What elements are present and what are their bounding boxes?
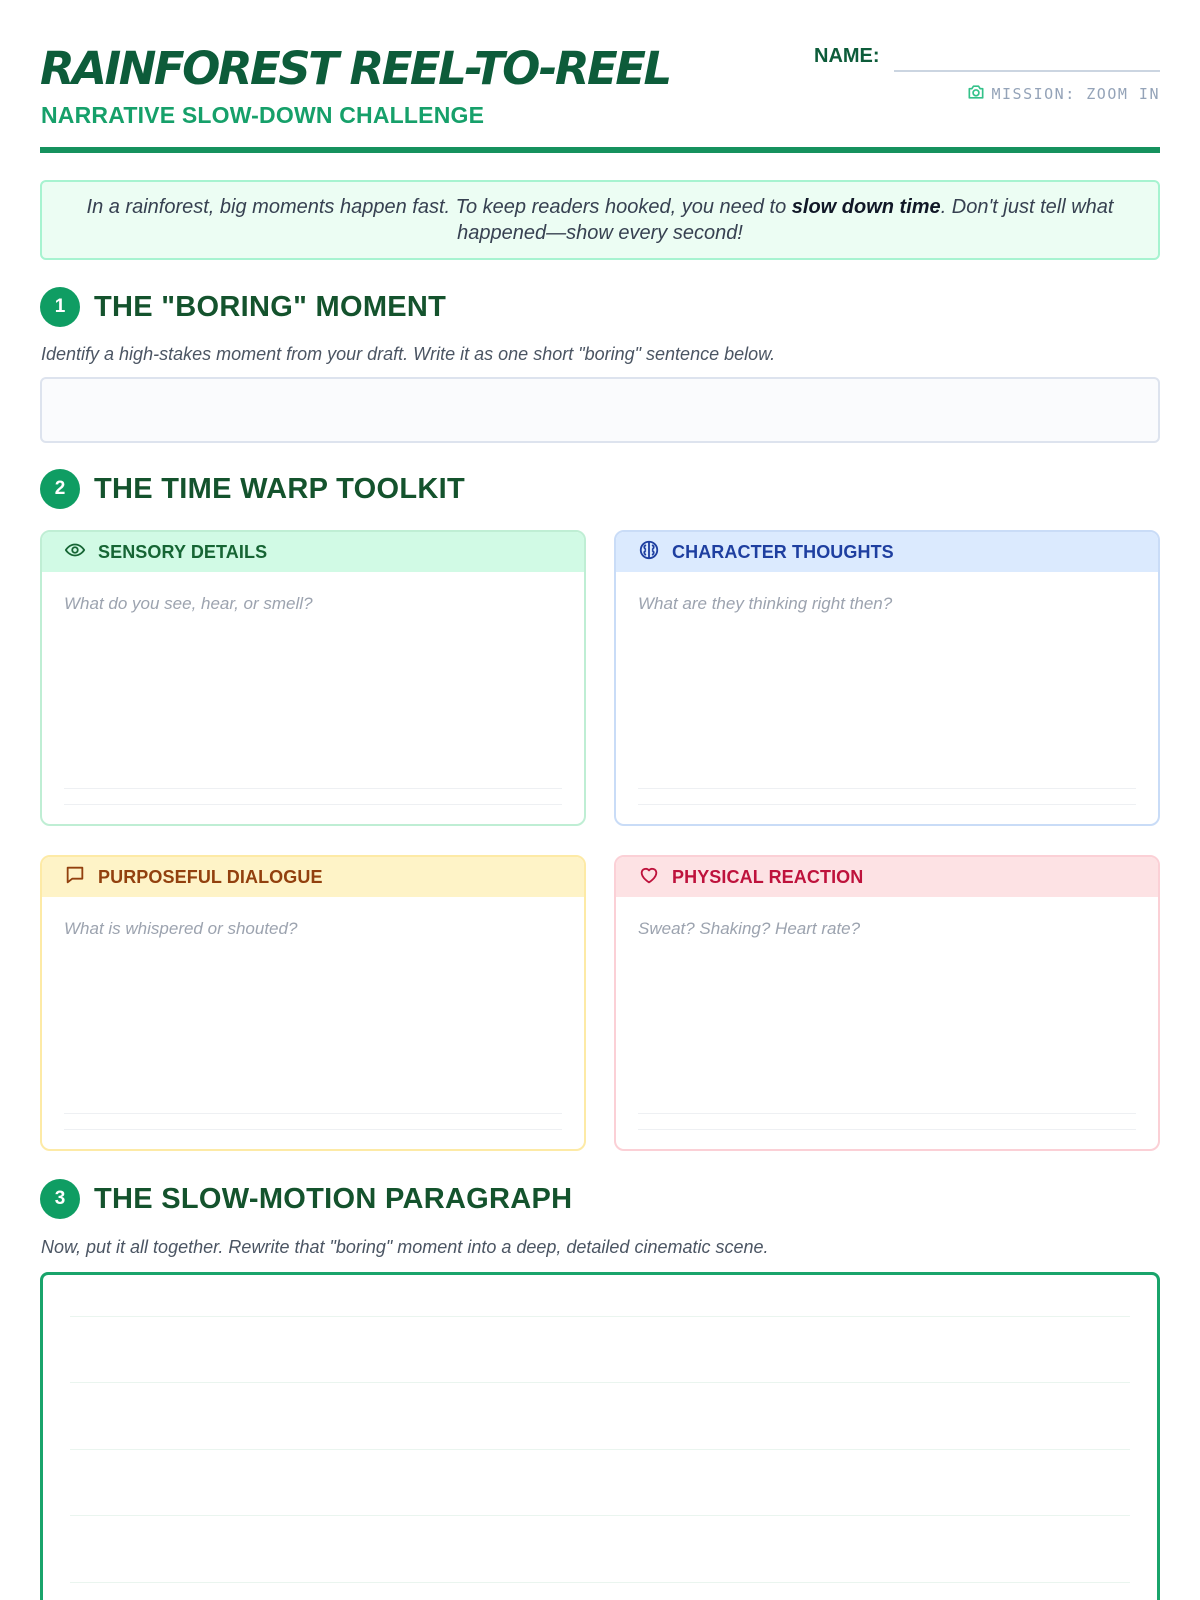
card-header <box>616 532 1158 572</box>
slow-motion-paragraph-box[interactable] <box>40 1272 1160 1600</box>
writing-line <box>638 1113 1136 1114</box>
writing-line <box>64 1129 562 1130</box>
writing-line <box>70 1449 1130 1450</box>
card-prompt: What do you see, hear, or smell? <box>64 594 313 613</box>
card-title: CHARACTER THOUGHTS <box>672 541 894 562</box>
writing-line <box>70 1382 1130 1383</box>
writing-line <box>64 1113 562 1114</box>
writing-line <box>64 788 562 789</box>
card-title: SENSORY DETAILS <box>98 541 268 562</box>
section-3-header <box>40 1179 572 1219</box>
writing-line <box>638 804 1136 805</box>
name-field[interactable] <box>894 70 1160 72</box>
physical-reaction-card[interactable] <box>614 855 1160 1151</box>
card-title: PHYSICAL REACTION <box>672 866 864 887</box>
worksheet-subtitle: NARRATIVE SLOW-DOWN CHALLENGE <box>41 102 485 128</box>
section-title: THE "BORING" MOMENT <box>94 290 447 323</box>
section-2-header <box>40 469 465 509</box>
writing-line <box>638 788 1136 789</box>
mission-label: MISSION: ZOOM IN <box>991 85 1160 103</box>
intro-emphasis: slow down time <box>791 196 941 218</box>
worksheet-title: RAINFOREST REEL-TO-REEL <box>40 42 670 95</box>
speech-bubble-icon <box>64 864 86 891</box>
card-header <box>42 532 584 572</box>
card-header <box>616 857 1158 897</box>
sensory-details-card[interactable] <box>40 530 586 826</box>
brain-icon <box>638 539 660 566</box>
section-1-instruction: Identify a high-stakes moment from your draft. Write it as one short "boring" sentence below. <box>41 344 776 364</box>
writing-line <box>70 1582 1130 1583</box>
card-prompt: What are they thinking right then? <box>638 594 893 613</box>
header-divider <box>40 147 1160 153</box>
section-number-badge: 2 <box>40 469 80 509</box>
writing-line <box>70 1515 1130 1516</box>
writing-line <box>64 804 562 805</box>
card-title: PURPOSEFUL DIALOGUE <box>98 866 323 887</box>
section-number-badge: 1 <box>40 287 80 327</box>
section-title: THE TIME WARP TOOLKIT <box>94 472 465 505</box>
intro-text: In a rainforest, big moments happen fast. To keep readers hooked, you need to slow down time. Don't just tell what happened—show every second! <box>86 196 1114 244</box>
card-prompt: What is whispered or shouted? <box>64 919 298 938</box>
card-prompt: Sweat? Shaking? Heart rate? <box>638 919 861 938</box>
boring-moment-input[interactable] <box>40 377 1160 443</box>
section-title: THE SLOW-MOTION PARAGRAPH <box>94 1182 573 1215</box>
writing-line <box>638 1129 1136 1130</box>
section-1-header <box>40 287 446 327</box>
heart-icon <box>638 864 660 891</box>
purposeful-dialogue-card[interactable] <box>40 855 586 1151</box>
card-header <box>42 857 584 897</box>
mission-tag <box>966 82 1161 106</box>
intro-box <box>40 180 1160 260</box>
camera-icon <box>966 82 986 106</box>
section-number-badge: 3 <box>40 1179 80 1219</box>
eye-icon <box>64 539 86 566</box>
section-3-instruction: Now, put it all together. Rewrite that "boring" moment into a deep, detailed cinematic scene. <box>41 1237 769 1257</box>
character-thoughts-card[interactable] <box>614 530 1160 826</box>
name-label: NAME: <box>814 45 880 67</box>
writing-line <box>70 1316 1130 1317</box>
